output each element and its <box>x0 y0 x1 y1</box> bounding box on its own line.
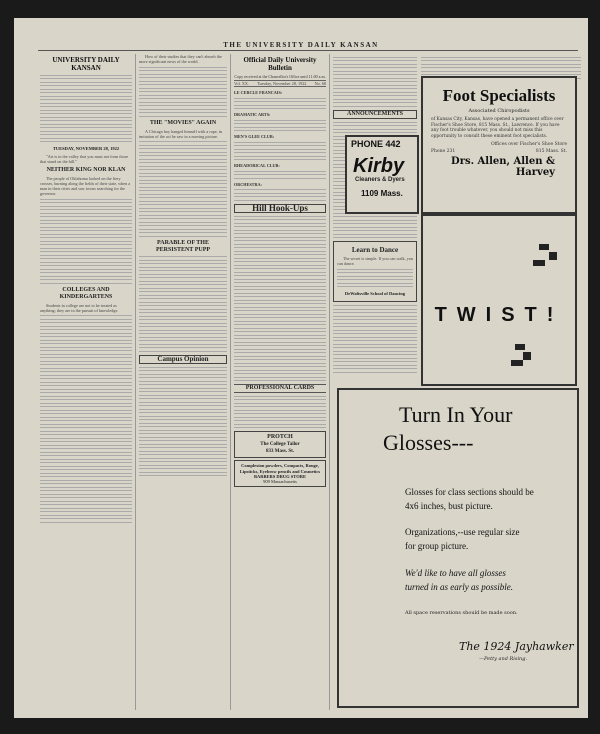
twist-square-6 <box>511 360 523 366</box>
barber-name: BARBERS DRUG STORE <box>254 474 306 479</box>
barber-addr: 909 Massachusetts <box>263 479 297 484</box>
protch-sub: The College Tailor <box>260 442 300 447</box>
text-block-4 <box>139 141 227 237</box>
text-block-5 <box>139 256 227 352</box>
hill-hookups-heading: Hill Hook-Ups <box>234 204 326 213</box>
dance-lines <box>337 269 413 288</box>
foot-office-line: Offices over Fischer's Shoe Store <box>490 142 567 147</box>
text-block-16 <box>333 305 417 373</box>
announcements-heading: ANNOUNCEMENTS <box>333 110 417 119</box>
bulletin-item-4: RHEADORICAL CLUB: <box>234 163 280 168</box>
column-2-text: How of their studies that they can't absorb the more significant news of the world. <box>139 54 222 64</box>
text-block-7 <box>234 98 326 110</box>
text-block-2 <box>40 315 132 523</box>
parable-heading: PARABLE OF THE PERSISTENT PUPP <box>155 239 211 253</box>
glosses-line-3: Organizations,--use regular size <box>405 527 520 537</box>
dance-school: DeWaltsville School of Dancing <box>344 291 406 296</box>
twist-square-4 <box>515 344 525 350</box>
bulletin-meta <box>234 80 326 87</box>
editorial-heading-2: COLLEGES AND KINDERGARTENS <box>59 286 113 300</box>
twist-square <box>539 244 549 250</box>
dance-title: Learn to Dance <box>351 246 399 254</box>
jayhawker-sub: —Petty and Rising. <box>479 656 528 662</box>
editorial-date: TUESDAY, NOVEMBER 28, 1922 <box>52 146 120 151</box>
kirby-phone: PHONE 442 <box>351 139 401 149</box>
staff-box <box>40 75 132 115</box>
twist-word: TWIST! <box>434 304 564 326</box>
glosses-line-6: turned in as early as possible. <box>405 582 513 592</box>
newspaper-page <box>14 18 588 718</box>
twist-square-3 <box>533 260 545 266</box>
column-rule-2 <box>230 54 231 710</box>
dance-ad <box>333 241 417 302</box>
kirby-addr: 1109 Mass. <box>361 189 403 198</box>
foot-phone: Phone 231 <box>431 149 456 154</box>
foot-contact-row <box>423 147 575 156</box>
masthead-rule <box>38 50 578 51</box>
barber-text: Complexion powders, Compacts, Rouge, Lipsticks, Eyebrow pencils and Cosmetics <box>239 463 321 474</box>
twist-square-2 <box>549 252 557 260</box>
glosses-line-4: for group picture. <box>405 541 469 551</box>
movies-heading: THE "MOVIES" AGAIN <box>149 119 217 126</box>
glosses-title-2: Glosses--- <box>383 430 474 455</box>
column-2 <box>139 54 227 709</box>
text-block-10 <box>234 171 326 179</box>
masthead: THE UNIVERSITY DAILY KANSAN <box>223 41 379 49</box>
bulletin-item-3: MEN'S GLEE CLUB: <box>234 134 275 139</box>
kirby-logo: Kirby <box>353 155 405 177</box>
bulletin-no: No. 68 <box>314 81 326 86</box>
text-block-8 <box>234 120 326 132</box>
kirby-sub: Cleaners & Dyers <box>355 177 405 183</box>
editorial-heading-1: NEITHER KING NOR KLAN <box>46 167 126 173</box>
foot-subtitle: Associated Chiropodists <box>468 108 530 114</box>
twist-ad <box>421 214 577 386</box>
text-block-12 <box>234 216 326 382</box>
text-block-9 <box>234 142 326 161</box>
text-block-11 <box>234 189 326 201</box>
column-rule-3 <box>329 54 330 710</box>
protch-addr: 833 Mass. St. <box>265 449 295 454</box>
kirby-ad <box>345 135 419 214</box>
editorial-text-3: Students in college are not to be treated as anything; they are in the pursuit of knowledge. <box>40 302 119 313</box>
jayhawker-signature: The 1924 Jayhawker <box>459 640 574 653</box>
twist-square-5 <box>523 352 531 360</box>
glosses-ad <box>337 388 579 708</box>
foot-body: of Kansas City, Kansas, have opened a permanent office over Fischer's Shoe Store, 815 Mass. St., Lawrence. If you have any foot trouble whatever, you should not miss this opportunity to consult these eminent foot specialists. <box>431 117 564 139</box>
column-rule <box>135 54 136 710</box>
glosses-note: All space reservations should be made soon. <box>405 610 518 616</box>
glosses-title-1: Turn In Your <box>399 402 513 427</box>
bulletin-title: Official Daily University Bulletin <box>243 56 317 72</box>
bulletin-date: Tuesday, November 28, 1922 <box>257 81 307 86</box>
glosses-line-1: Glosses for class sections should be <box>405 487 534 497</box>
dance-body: The secret is simple. If you can walk, you can dance. <box>337 256 414 266</box>
paper-title: UNIVERSITY DAILY KANSAN <box>52 56 120 72</box>
text-block <box>40 199 132 284</box>
bulletin-vol: Vol. XX. <box>234 81 249 86</box>
glosses-line-2: 4x6 inches, bust picture. <box>405 501 493 511</box>
glosses-line-5: We'd like to have all glosses <box>405 568 506 578</box>
bulletin-item-5: ORCHESTRA: <box>234 181 262 187</box>
prof-cards-heading: PROFESSIONAL CARDS <box>234 384 326 393</box>
bulletin-item: LE CERCLE FRANCAIS: <box>234 90 283 95</box>
column-bulletin <box>234 54 326 709</box>
text-block-3 <box>139 67 227 117</box>
staff-box-2 <box>40 117 132 143</box>
movies-text: A Chicago boy hanged himself with a rope, in imitation of the act he saw in a moving picture. <box>139 128 223 139</box>
bulletin-sub: Copy received at the Chancellor's Office until 11:00 a.m. <box>234 74 326 79</box>
foot-addr: 815 Mass. St. <box>535 149 567 154</box>
campus-opinion-heading: Campus Opinion <box>139 355 227 364</box>
protch-name: PROTCH <box>267 434 293 440</box>
barber-ad <box>234 460 326 487</box>
foot-specialists-ad <box>421 76 577 214</box>
text-block-13 <box>234 396 326 429</box>
column-editorial <box>40 54 132 709</box>
bulletin-item-2: DRAMATIC ARTS: <box>234 112 271 117</box>
editorial-text-2: The people of Oklahoma looked on the fiery crosses, burning along the fields of their state, when a man in their cities and saw towns searching for the governor. <box>40 176 131 196</box>
foot-title: Foot Specialists <box>442 86 556 105</box>
text-block-6 <box>139 367 227 477</box>
text-block-14 <box>333 57 417 107</box>
foot-docs: Drs. Allen, Allen & Harvey <box>451 156 555 178</box>
protch-ad <box>234 431 326 458</box>
editorial-text: "Art is in the valley that you must not from those that stand on the hill." <box>40 154 129 164</box>
